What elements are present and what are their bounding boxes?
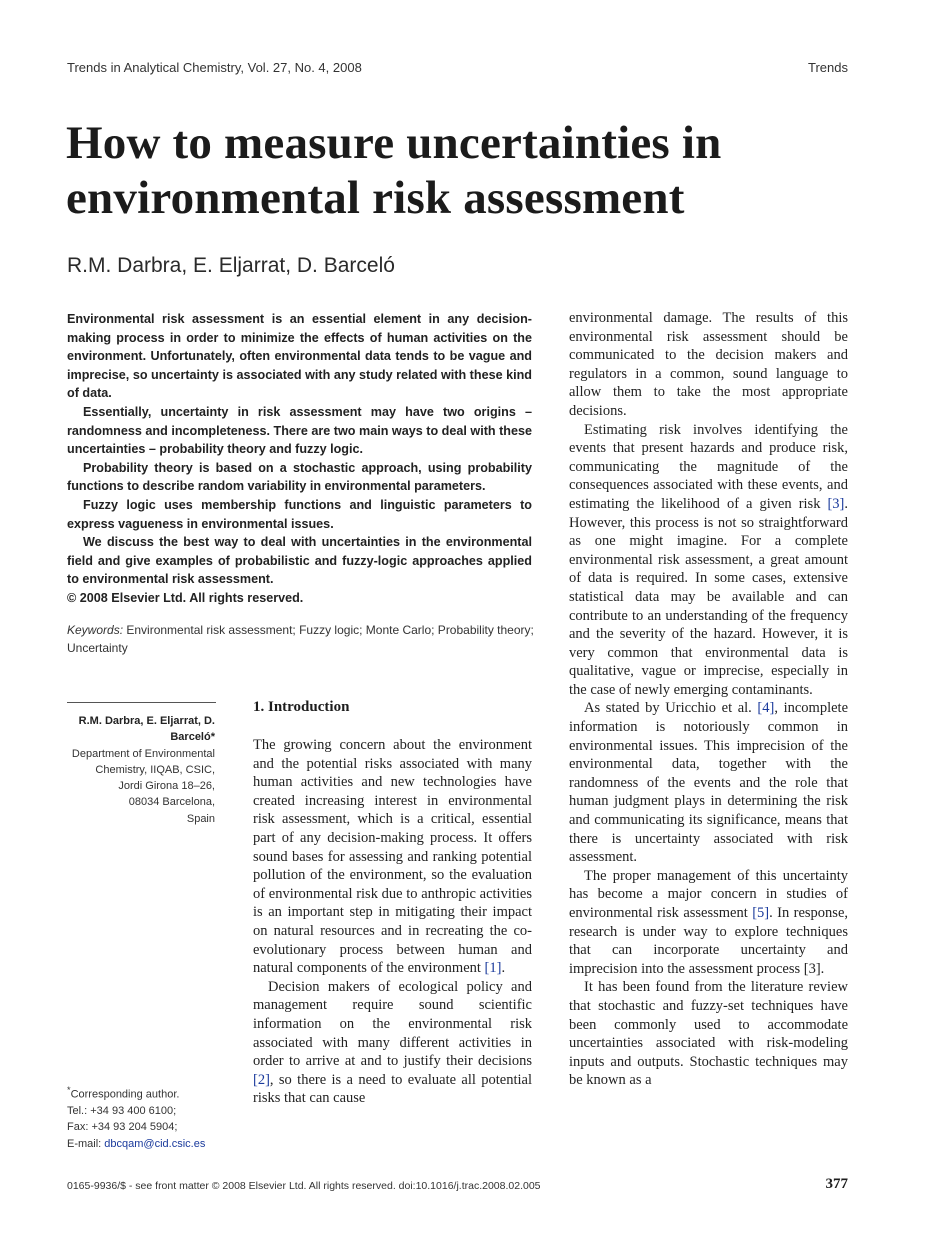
page-number: 377	[825, 1176, 848, 1192]
footnote-star: *	[67, 1085, 71, 1095]
affiliation-line: Jordi Girona 18–26,	[118, 780, 215, 793]
affiliation-line: Department of Environmental	[71, 747, 215, 760]
body-paragraph: environmental damage. The results of this environmental risk assessment should be communicated to the decision makers and regulators in a common, sound language to allow them to take the most appropriate decisions.	[569, 310, 848, 419]
affiliation-block	[60, 713, 215, 827]
abstract-paragraph: We discuss the best way to deal with uncertainties in the environmental field and give examples of probabilistic and fuzzy-logic approaches applied to environmental risk assessment.	[67, 535, 532, 587]
footer-doi: 0165-9936/$ - see front matter © 2008 Elsevier Ltd. All rights reserved. doi:10.1016/j.trac.2008.02.005	[67, 1180, 541, 1192]
body-column-middle	[253, 736, 532, 1108]
citation-link[interactable]: [4]	[757, 700, 775, 717]
affiliation-line: 08034 Barcelona,	[128, 796, 215, 809]
body-column-right	[569, 309, 848, 1090]
fax: Fax: +34 93 204 5904;	[67, 1121, 178, 1134]
keywords-text: Environmental risk assessment; Fuzzy logic; Monte Carlo; Probability theory; Uncertainty	[67, 623, 534, 655]
affiliation-line: Chemistry, IIQAB, CSIC,	[95, 763, 215, 776]
section-label: Trends	[808, 60, 848, 75]
citation-link[interactable]: [1]	[484, 960, 502, 977]
correspondence-block	[67, 1082, 227, 1152]
journal-citation: Trends in Analytical Chemistry, Vol. 27, No. 4, 2008	[67, 60, 362, 75]
telephone: Tel.: +34 93 400 6100;	[67, 1105, 177, 1118]
body-paragraph: Decision makers of ecological policy and management require sound scientific information on the environmental risk associated with many different activities in order to arrive at and to justify their decisions [2], so there is a need to evaluate all potential risks that can cause	[253, 978, 532, 1107]
affiliation-names: R.M. Darbra, E. Eljarrat, D. Barceló*	[78, 715, 215, 744]
author-list: R.M. Darbra, E. Eljarrat, D. Barceló	[67, 254, 395, 277]
keywords	[67, 622, 537, 657]
copyright-notice: © 2008 Elsevier Ltd. All rights reserved.	[67, 590, 304, 605]
abstract	[67, 310, 532, 608]
abstract-paragraph: Probability theory is based on a stochastic approach, using probability functions to describe random variability in environmental parameters.	[67, 460, 532, 494]
keywords-label: Keywords:	[67, 623, 124, 637]
body-paragraph: The growing concern about the environment and the potential risks associated with many human activities and new technologies have created increasing interest in environmental risk assessment, which is a critical, essential part of any decision-making process. It offers sound bases for assessing and ranking potential pollution of the environment, so the evaluation of environmental risk due to anthropic activities is an important step in mitigating their impact on natural resources and in recreating the co-evolutionary process between human and natural components of the environment [1].	[253, 737, 532, 977]
section-heading: 1. Introduction	[253, 699, 350, 715]
divider	[67, 702, 216, 703]
corresponding-author-label: Corresponding author.	[70, 1088, 180, 1101]
article-title: How to measure uncertainties in environmental risk assessment	[66, 117, 722, 224]
body-paragraph: Estimating risk involves identifying the events that present hazards and produce risk, communicating the magnitude of the consequences associated with these events, and estimating the likelihood of a given risk [3]. However, this process is not so straightforward as one might imagine. For a complete environmental risk assessment, a great amount of data is required. In some cases, extensive statistical data may be available and can contribute to an understanding of the frequency and the severity of the hazard. However, it is very common that environmental data is qualitative, vague or imprecise, especially in the case of newly emerging contaminants.	[569, 421, 848, 698]
email-link[interactable]: dbcqam@cid.csic.es	[104, 1137, 206, 1150]
body-paragraph: As stated by Uricchio et al. [4], incomplete information is notoriously common in environmental issues. This imprecision of the environmental data, together with the randomness of the events and the role that human judgment plays in determining the risk and communicating its significance, means that there is uncertainty associated with risk assessment.	[569, 700, 849, 866]
citation-link[interactable]: [5]	[752, 905, 770, 921]
body-paragraph: It has been found from the literature review that stochastic and fuzzy-set techniques have been commonly used to accommodate uncertainties associated with risk-modeling inputs and outputs. Stochastic techniques may be known as a	[569, 979, 848, 1089]
citation-link[interactable]: [3]	[827, 495, 845, 512]
abstract-paragraph: Environmental risk assessment is an essential element in any decision-making process in order to minimize the effects of human activities on the environment. Unfortunately, often environmental data tends to be vague and imprecise, so uncertainty is associated with any study related with these kind of data.	[67, 312, 532, 401]
abstract-paragraph: Fuzzy logic uses membership functions and linguistic parameters to express vagueness in environmental issues.	[67, 497, 532, 531]
email-label: E-mail:	[67, 1137, 105, 1150]
abstract-paragraph: Essentially, uncertainty in risk assessment may have two origins – randomness and incompleteness. There are two main ways to deal with these uncertainties – probability theory and fuzzy logic.	[67, 404, 532, 457]
body-paragraph: The proper management of this uncertainty has become a major concern in studies of environmental risk assessment [5]. In response, research is under way to explore techniques that can incorporate uncertainty and imprecision into the assessment process [3].	[569, 867, 848, 977]
affiliation-line: Spain	[186, 812, 215, 825]
citation-link[interactable]: [2]	[253, 1071, 270, 1088]
